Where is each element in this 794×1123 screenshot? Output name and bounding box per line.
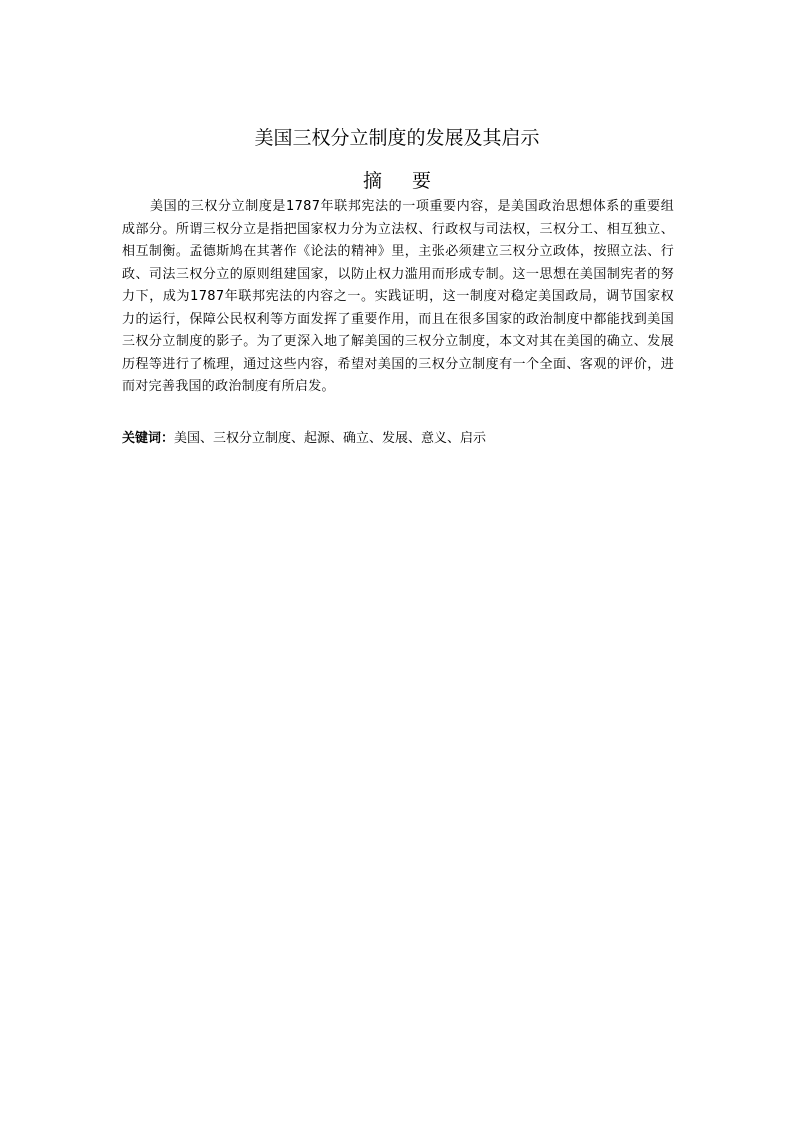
keywords-label: 关键词： [122, 431, 175, 446]
keywords-text: 美国、三权分立制度、起源、确立、发展、意义、启示 [174, 431, 487, 446]
document-title: 美国三权分立制度的发展及其启示 [254, 127, 540, 149]
keywords-line [122, 428, 674, 450]
abstract-body: 美国的三权分立制度是1787年联邦宪法的一项重要内容，是美国政治思想体系的重要组成部分。所谓三权分立是指把国家权力分为立法权、行政权与司法权，三权分工、相互独立、相互制衡。孟德斯鸠在其著作《论法的精神》里，主张必须建立三权分立政体，按照立法、行政、司法三权分立的原则组建国家，以防止权力滥用而形成专制。这一思想在美国制宪者的努力下，成为1787年联邦宪法的内容之一。实践证明，这一制度对稳定美国政局，调节国家权力的运行，保障公民权利等方面发挥了重要作用，而且在很多国家的政治制度中都能找到美国三权分立制度的影子。为了更深入地了解美国的三权分立制度，本文对其在美国的确立、发展历程等进行了梳理，通过这些内容，希望对美国的三权分立制度有一个全面、客观的评价，进而对完善我国的政治制度有所启发。 [122, 199, 674, 394]
abstract-heading: 摘要 [362, 170, 461, 192]
